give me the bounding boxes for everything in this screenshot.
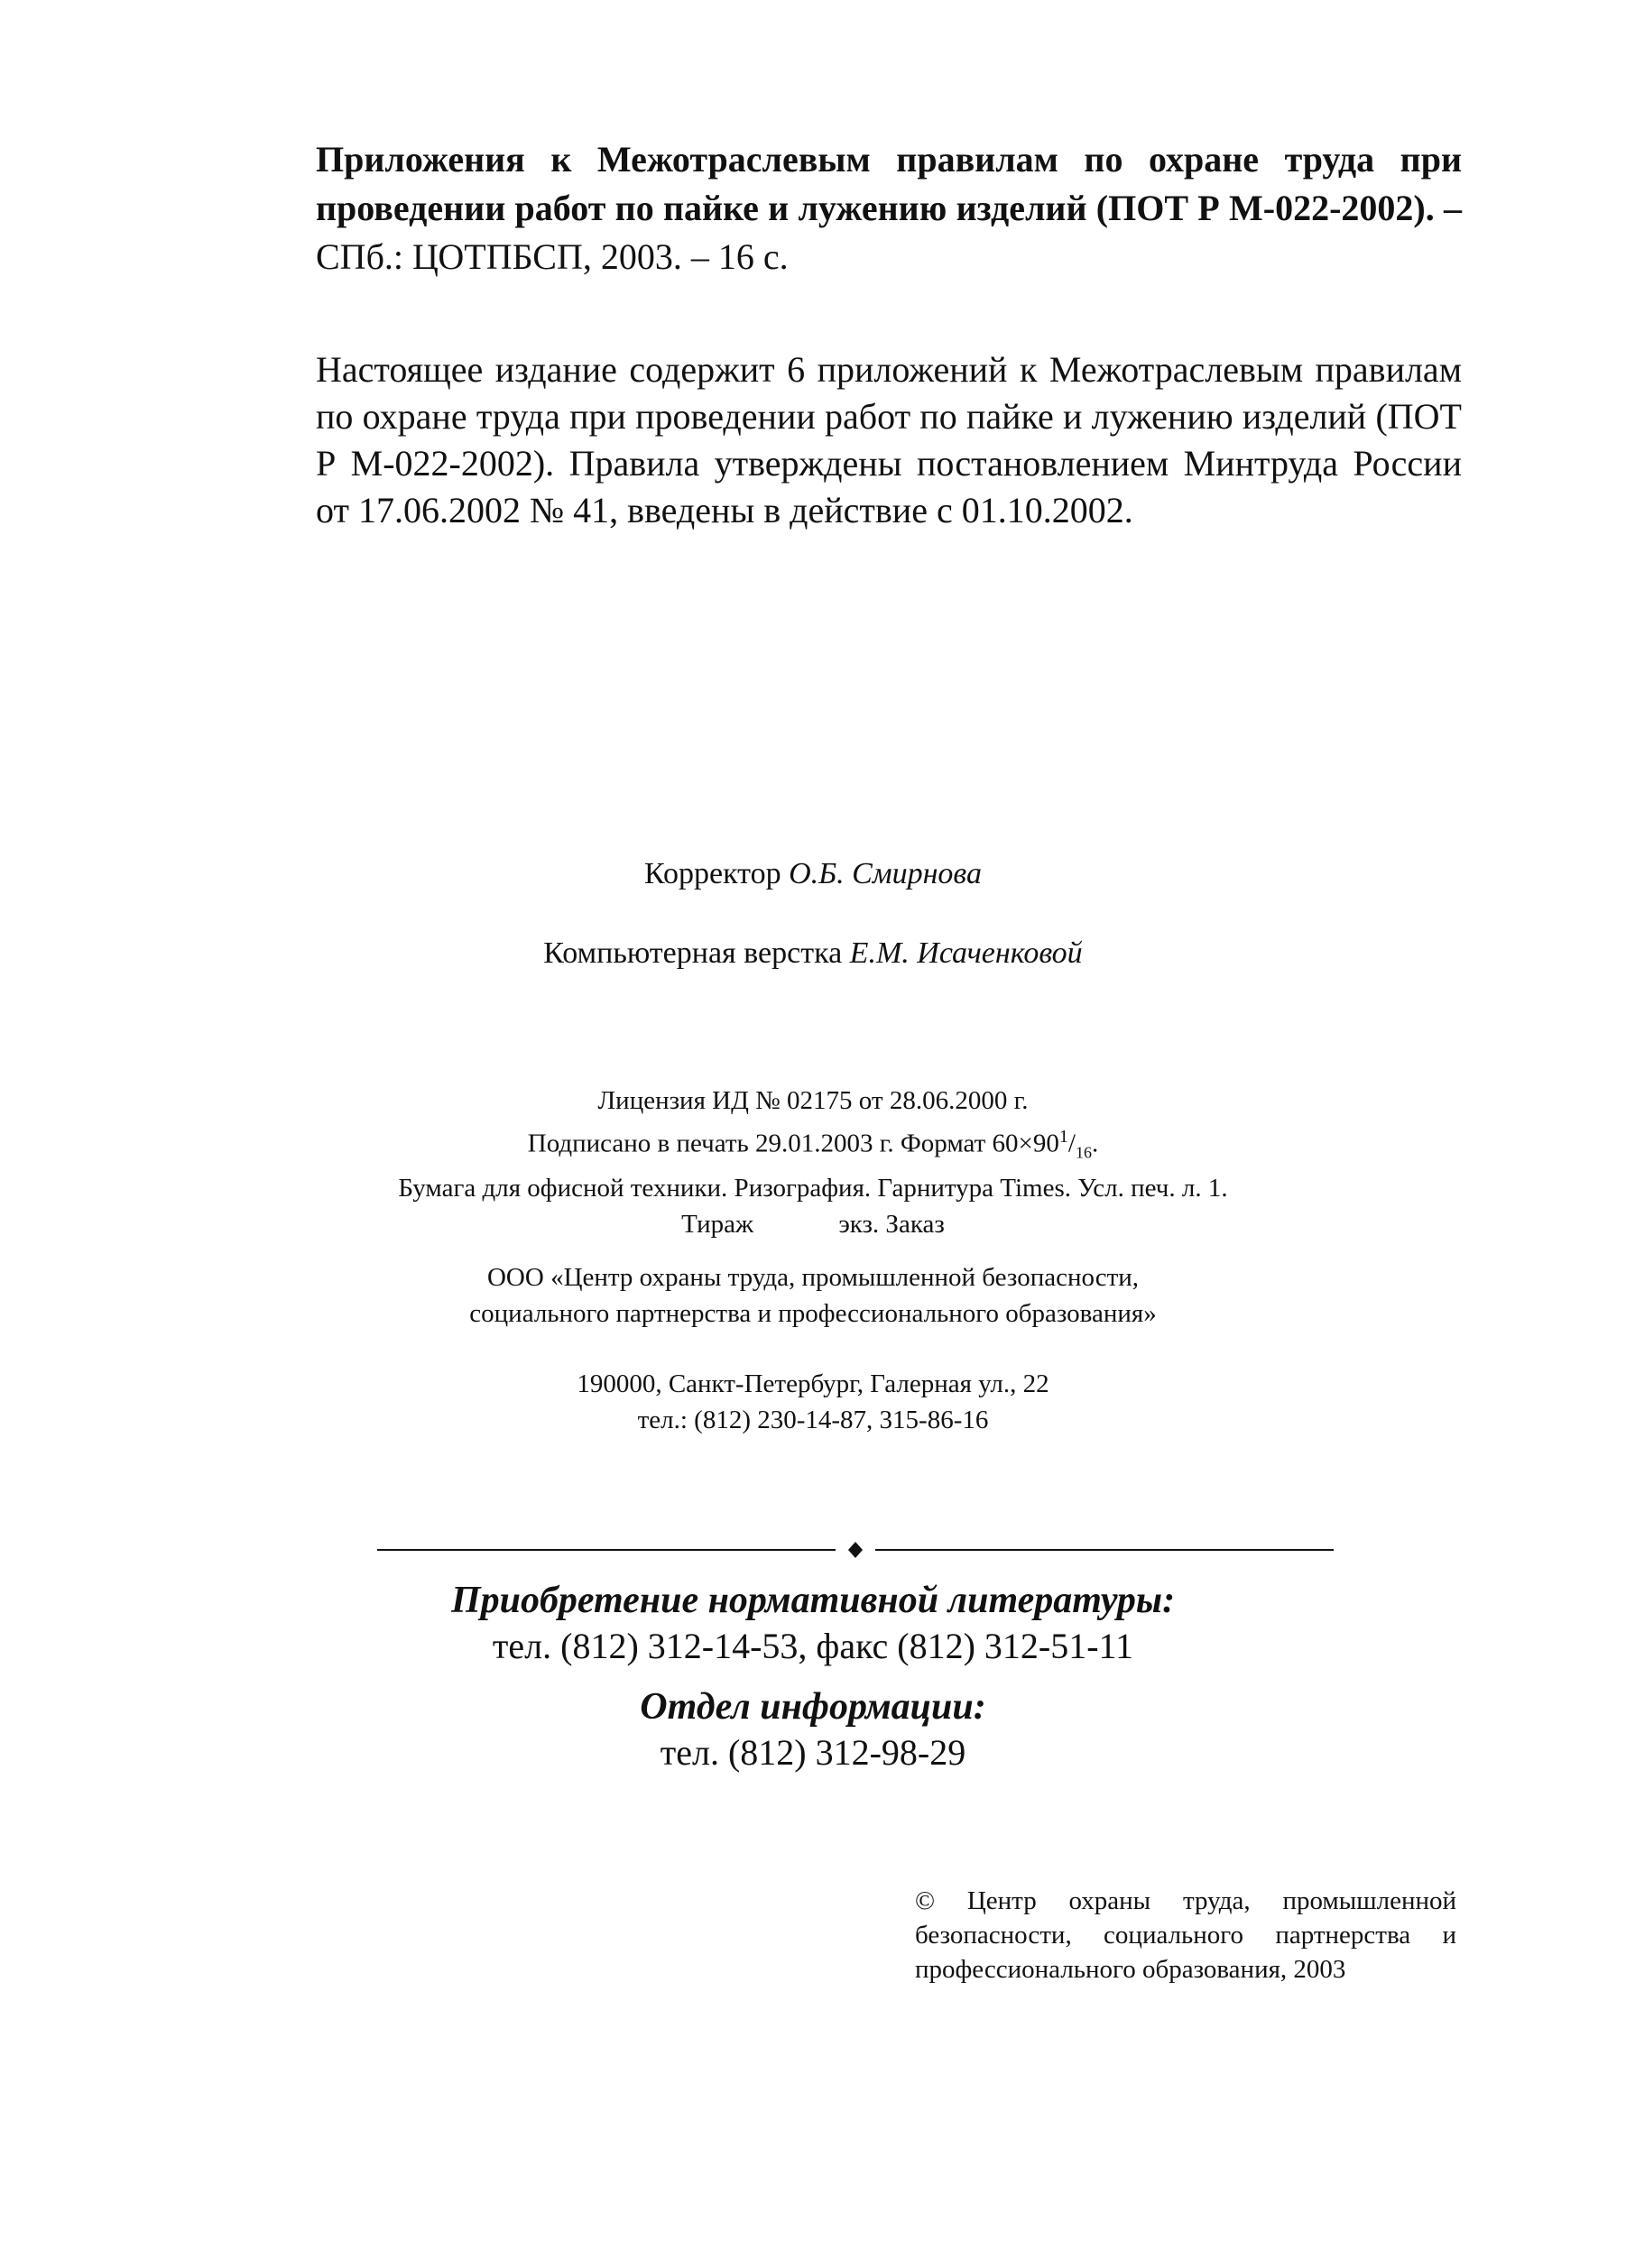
info-heading: Отдел информации: — [640, 1686, 986, 1728]
address-phones: тел.: (812) 230-14-87, 315-86-16 — [637, 1406, 989, 1434]
info-contacts — [0, 1683, 1626, 1775]
purchase-heading: Приобретение нормативной литературы: — [450, 1580, 1176, 1621]
purchase-phone: тел. (812) 312-14-53, факс (812) 312-51-11 — [492, 1626, 1134, 1666]
copyright-notice — [915, 1884, 1456, 1987]
section-divider — [377, 1537, 1334, 1564]
corrector-line — [0, 855, 1626, 893]
license-line: Лицензия ИД № 02175 от 28.06.2000 г. — [597, 1086, 1029, 1115]
divider-line-left — [377, 1549, 836, 1551]
layout-line — [0, 935, 1626, 973]
layout-name: Е.М. Исаченковой — [849, 936, 1083, 970]
info-phone: тел. (812) 312-98-29 — [660, 1732, 966, 1773]
bibliographic-title: Приложения к Межотраслевым правилам по охране труда при проведении работ по пайке и лужению изделий (ПОТ Р М-022-2002). – — [316, 139, 1462, 228]
divider-line-right — [875, 1549, 1334, 1551]
purchase-contacts — [0, 1577, 1626, 1669]
copyright-text: © Центр охраны труда, промышленной безопасности, социального партнерства и профессионального образования, 2003 — [915, 1886, 1456, 1984]
organization-block — [0, 1259, 1626, 1332]
abstract-text: Настоящее издание содержит 6 приложений к Межотраслевым правилам по охране труда при проведении работ по пайке и лужению изделий (ПОТ Р М-022-2002). Правила утверждены постановлением Минтруда России от 17.06.2002 № 41, введены в действие с 01.10.2002. — [316, 349, 1462, 530]
organization-line-2: социального партнерства и профессионального образования» — [469, 1299, 1157, 1328]
abstract-paragraph — [316, 346, 1462, 534]
bibliographic-description — [316, 135, 1462, 281]
corrector-label: Корректор — [644, 857, 781, 890]
address-block — [0, 1366, 1626, 1438]
format-numerator: 1 — [1058, 1127, 1068, 1147]
organization-line-1: ООО «Центр охраны труда, промышленной безопасности, — [486, 1263, 1140, 1292]
signed-line: Подписано в печать 29.01.2003 г. Формат $60\times 90^1/_{16}$. — [527, 1127, 1099, 1162]
run-line: Тираж экз. Заказ — [681, 1210, 945, 1240]
diamond-icon — [846, 1541, 864, 1559]
corrector-name: О.Б. Смирнова — [789, 857, 982, 890]
paper-line: Бумага для офисной техники. Ризография. Гарнитура Times. Усл. печ. л. 1. — [398, 1174, 1228, 1203]
format-denominator: 16 — [1075, 1143, 1092, 1162]
address-line: 190000, Санкт-Петербург, Галерная ул., 22 — [577, 1369, 1049, 1398]
bibliographic-publisher: СПб.: ЦОТПБСП, 2003. – 16 с. — [316, 236, 789, 277]
signed-text: Подписано в печать 29.01.2003 г. Формат 60×90 — [527, 1129, 1059, 1158]
layout-label: Компьютерная верстка — [543, 936, 843, 970]
imprint-block — [0, 1083, 1626, 1242]
